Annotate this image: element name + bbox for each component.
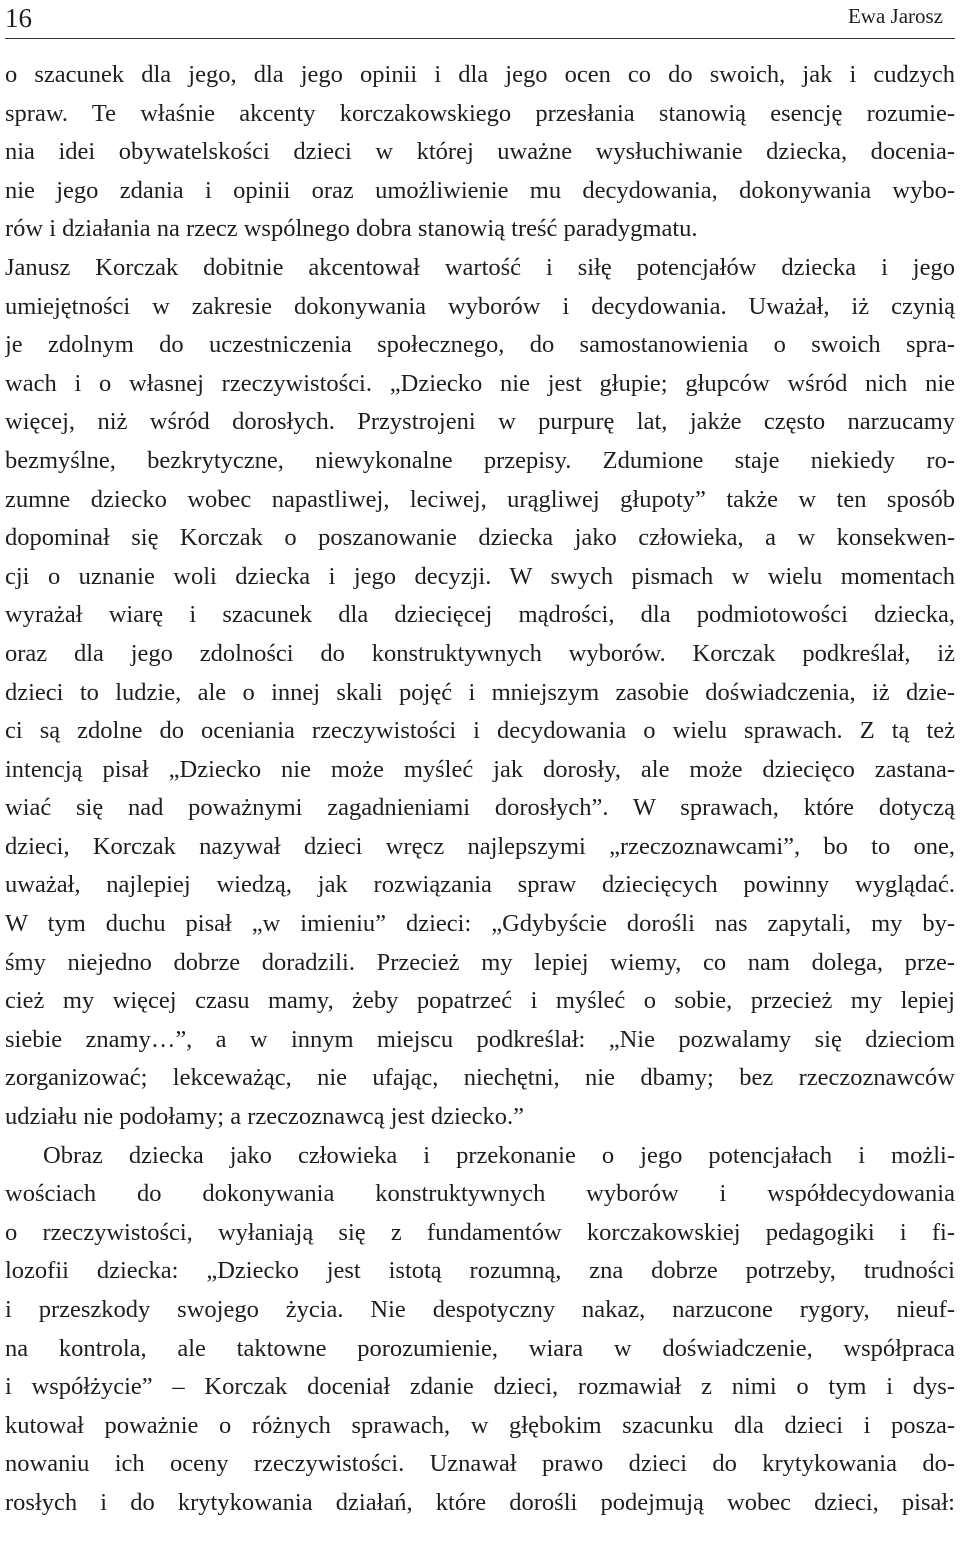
text-line: więcej, niż wśród dorosłych. Przystrojeni w purpurę lat, jakże często narzucamy	[5, 408, 955, 436]
text-line: dzieci, Korczak nazywał dzieci wręcz najlepszymi „rzeczoznawcami”, bo to one,	[5, 832, 955, 860]
text-line: rosłych i do krytykowania działań, które dorośli podejmują wobec dzieci, pisał:	[5, 1488, 955, 1516]
text-line: intencją pisał „Dziecko nie może myśleć jak dorosły, ale może dziecięco zastana-	[5, 755, 955, 783]
text-line: wiać się nad poważnymi zagadnieniami dorosłych”. W sprawach, które dotyczą	[5, 794, 955, 822]
text-line: je zdolnym do uczestniczenia społecznego, do samostanowienia o swoich spra-	[5, 331, 955, 359]
running-head-author: Ewa Jarosz	[847, 4, 943, 28]
text-line: lozofii dziecka: „Dziecko jest istotą rozumną, zna dobrze potrzeby, trudności	[5, 1257, 955, 1285]
text-line: zorganizować; lekceważąc, nie ufając, niechętni, nie dbamy; bez rzeczoznawców	[5, 1064, 955, 1092]
text-line: rów i działania na rzecz wspólnego dobra stanowią treść paradygmatu.	[5, 215, 698, 243]
page-number: 16	[5, 3, 32, 33]
text-line: spraw. Te właśnie akcenty korczakowskiego przesłania stanowią esencję rozumie-	[5, 99, 955, 127]
text-line: oraz dla jego zdolności do konstruktywnych wyborów. Korczak podkreślał, iż	[5, 639, 955, 667]
text-line: na kontrola, ale taktowne porozumienie, wiara w doświadczenie, współpraca	[5, 1334, 955, 1362]
text-line: W tym duchu pisał „w imieniu” dzieci: „Gdybyście dorośli nas zapytali, my by-	[5, 910, 955, 938]
text-line: o szacunek dla jego, dla jego opinii i dla jego ocen co do swoich, jak i cudzych	[5, 61, 955, 88]
text-line: uważał, najlepiej wiedzą, jak rozwiązania spraw dziecięcych powinny wyglądać.	[5, 871, 955, 899]
text-line: o rzeczywistości, wyłaniają się z fundamentów korczakowskiej pedagogiki i fi-	[5, 1218, 955, 1246]
text-line: i przeszkody swojego życia. Nie despotyczny nakaz, narzucone rygory, nieuf-	[5, 1296, 955, 1323]
body-text	[5, 56, 955, 1523]
text-line: śmy niejedno dobrze doradzili. Przecież my lepiej wiemy, co nam dolega, prze-	[5, 948, 955, 976]
text-line: ci są zdolne do oceniania rzeczywistości i decydowania o wielu sprawach. Z tą też	[5, 717, 955, 745]
text-line: cież my więcej czasu mamy, żeby popatrzeć i myśleć o sobie, przecież my lepiej	[5, 987, 955, 1015]
text-line: wach i o własnej rzeczywistości. „Dziecko nie jest głupie; głupców wśród nich nie	[5, 369, 955, 397]
text-line: nie jego zdania i opinii oraz umożliwienie mu decydowania, dokonywania wybo-	[5, 176, 955, 204]
text-line: dzieci to ludzie, ale o innej skali pojęć i mniejszym zasobie doświadczenia, iż dzie-	[5, 678, 955, 706]
text-line: nia idei obywatelskości dzieci w której uważne wysłuchiwanie dziecka, docenia-	[5, 138, 955, 166]
text-line: bezmyślne, bezkrytyczne, niewykonalne przepisy. Zdumione staje niekiedy ro-	[5, 446, 955, 474]
text-line: i współżycie” – Korczak doceniał zdanie dzieci, rozmawiał z nimi o tym i dys-	[5, 1373, 955, 1401]
text-line: wościach do dokonywania konstruktywnych wyborów i współdecydowania	[5, 1180, 955, 1208]
text-line: Obraz dziecka jako człowieka i przekonanie o jego potencjałach i możli-	[43, 1141, 955, 1169]
text-line: kutował poważnie o różnych sprawach, w głębokim szacunku dla dzieci i posza-	[5, 1411, 955, 1439]
text-line: dopominał się Korczak o poszanowanie dziecka jako człowieka, a w konsekwen-	[5, 524, 955, 552]
text-line: nowaniu ich oceny rzeczywistości. Uznawał prawo dzieci do krytykowania do-	[5, 1450, 955, 1478]
text-line: cji o uznanie woli dziecka i jego decyzji. W swych pismach w wielu momentach	[5, 562, 955, 590]
text-line: umiejętności w zakresie dokonywania wyborów i decydowania. Uważał, iż czynią	[5, 292, 955, 320]
text-line: udziału nie podołamy; a rzeczoznawcą jest dziecko.”	[5, 1103, 525, 1131]
text-line: siebie znamy…”, a w innym miejscu podkreślał: „Nie pozwalamy się dzieciom	[5, 1025, 955, 1053]
text-line: wyrażał wiarę i szacunek dla dziecięcej mądrości, dla podmiotowości dziecka,	[5, 601, 955, 629]
text-line: zumne dziecko wobec napastliwej, leciwej, urągliwej głupoty” także w ten sposób	[5, 485, 955, 513]
page-header	[5, 0, 955, 39]
text-line: Janusz Korczak dobitnie akcentował wartość i siłę potencjałów dziecka i jego	[5, 253, 955, 281]
